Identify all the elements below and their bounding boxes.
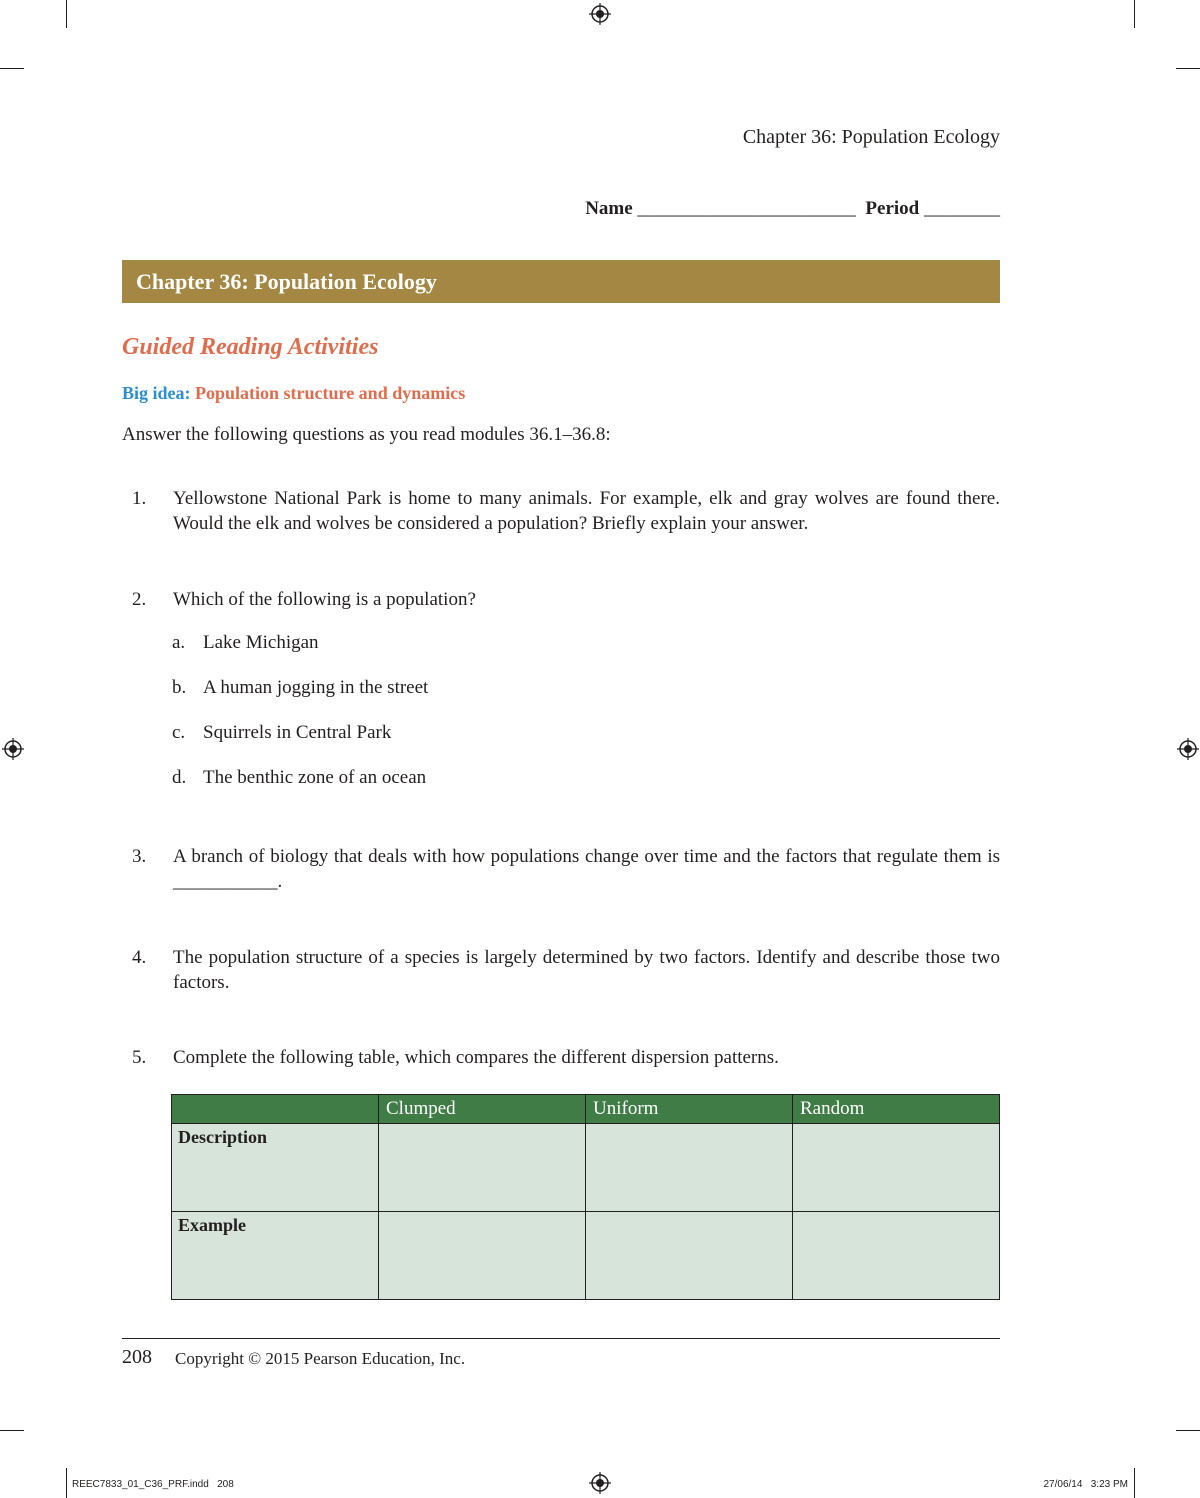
question-number: 4. [132, 947, 147, 968]
option-b[interactable] [172, 677, 428, 699]
question-1 [122, 486, 1000, 536]
answer-cell[interactable] [379, 1124, 586, 1212]
option-letter: b. [172, 677, 187, 698]
question-number: 3. [132, 846, 147, 867]
option-a[interactable] [172, 632, 319, 654]
question-number: 1. [132, 488, 147, 509]
option-text: Lake Michigan [203, 632, 319, 653]
footer-rule [122, 1338, 1000, 1339]
answer-cell[interactable] [793, 1124, 1000, 1212]
chapter-banner [122, 260, 1000, 303]
crop-mark-bottom-left [66, 1468, 67, 1498]
crop-mark-right-bottom [1176, 1430, 1200, 1431]
question-text: Which of the following is a population? [173, 589, 476, 610]
option-d[interactable] [172, 767, 426, 789]
table-header-cell: Uniform [586, 1095, 793, 1124]
section-title: Guided Reading Activities [122, 334, 379, 360]
question-text: A branch of biology that deals with how populations change over time and the factors that regulate them is ___________. [173, 846, 1000, 892]
registration-mark-icon [589, 3, 611, 25]
chapter-banner-title: Chapter 36: Population Ecology [136, 269, 437, 294]
row-header-example: Example [172, 1212, 379, 1300]
big-idea-label: Big idea: [122, 383, 191, 403]
period-blank[interactable]: ________ [924, 198, 1000, 219]
question-4 [122, 945, 1000, 995]
row-header-description: Description [172, 1124, 379, 1212]
registration-mark-icon [1177, 738, 1199, 760]
registration-mark-icon [2, 738, 24, 760]
name-label: Name [585, 198, 633, 219]
crop-mark-bottom-right [1134, 1468, 1135, 1498]
name-period-line [585, 198, 1000, 220]
option-text: A human jogging in the street [203, 677, 429, 698]
question-5 [122, 1045, 1000, 1070]
slug-filename: REEC7833_01_C36_PRF.indd 208 [72, 1479, 234, 1490]
table-row [172, 1212, 1000, 1300]
option-c[interactable] [172, 722, 391, 744]
table-header-cell: Clumped [379, 1095, 586, 1124]
crop-mark-top-left [66, 0, 67, 28]
crop-mark-top-right [1134, 0, 1135, 28]
option-letter: a. [172, 632, 186, 653]
question-text: The population structure of a species is largely determined by two factors. Identify and describe those two factors. [173, 947, 1000, 993]
table-header-row [172, 1095, 1000, 1124]
answer-cell[interactable] [793, 1212, 1000, 1300]
option-letter: d. [172, 767, 187, 788]
dispersion-table [171, 1094, 1000, 1300]
question-text: Complete the following table, which compares the different dispersion patterns. [173, 1047, 779, 1068]
question-number: 2. [132, 589, 147, 610]
big-idea [122, 383, 465, 404]
question-3 [122, 844, 1000, 894]
answer-cell[interactable] [586, 1212, 793, 1300]
slug-datetime: 27/06/14 3:23 PM [1043, 1479, 1128, 1490]
answer-cell[interactable] [379, 1212, 586, 1300]
option-text: The benthic zone of an ocean [203, 767, 427, 788]
table-header-cell [172, 1095, 379, 1124]
question-text: Yellowstone National Park is home to many animals. For example, elk and gray wolves are found there. Would the elk and wolves be considered a population? Briefly explain your answer. [173, 488, 1000, 534]
instructions: Answer the following questions as you read modules 36.1–36.8: [122, 424, 611, 445]
answer-cell[interactable] [586, 1124, 793, 1212]
running-head: Chapter 36: Population Ecology [742, 126, 1000, 148]
crop-mark-left-bottom [0, 1430, 24, 1431]
copyright-notice: Copyright © 2015 Pearson Education, Inc. [175, 1349, 466, 1368]
big-idea-text: Population structure and dynamics [195, 383, 466, 403]
name-blank[interactable]: _______________________ [637, 198, 856, 219]
period-label: Period [865, 198, 920, 219]
table-header-cell: Random [793, 1095, 1000, 1124]
crop-mark-right-top [1176, 68, 1200, 69]
option-letter: c. [172, 722, 186, 743]
page-number: 208 [122, 1346, 152, 1368]
registration-mark-icon [589, 1472, 611, 1494]
question-number: 5. [132, 1047, 147, 1068]
option-text: Squirrels in Central Park [203, 722, 392, 743]
table-row [172, 1124, 1000, 1212]
crop-mark-left-top [0, 68, 24, 69]
question-2 [122, 587, 1000, 612]
